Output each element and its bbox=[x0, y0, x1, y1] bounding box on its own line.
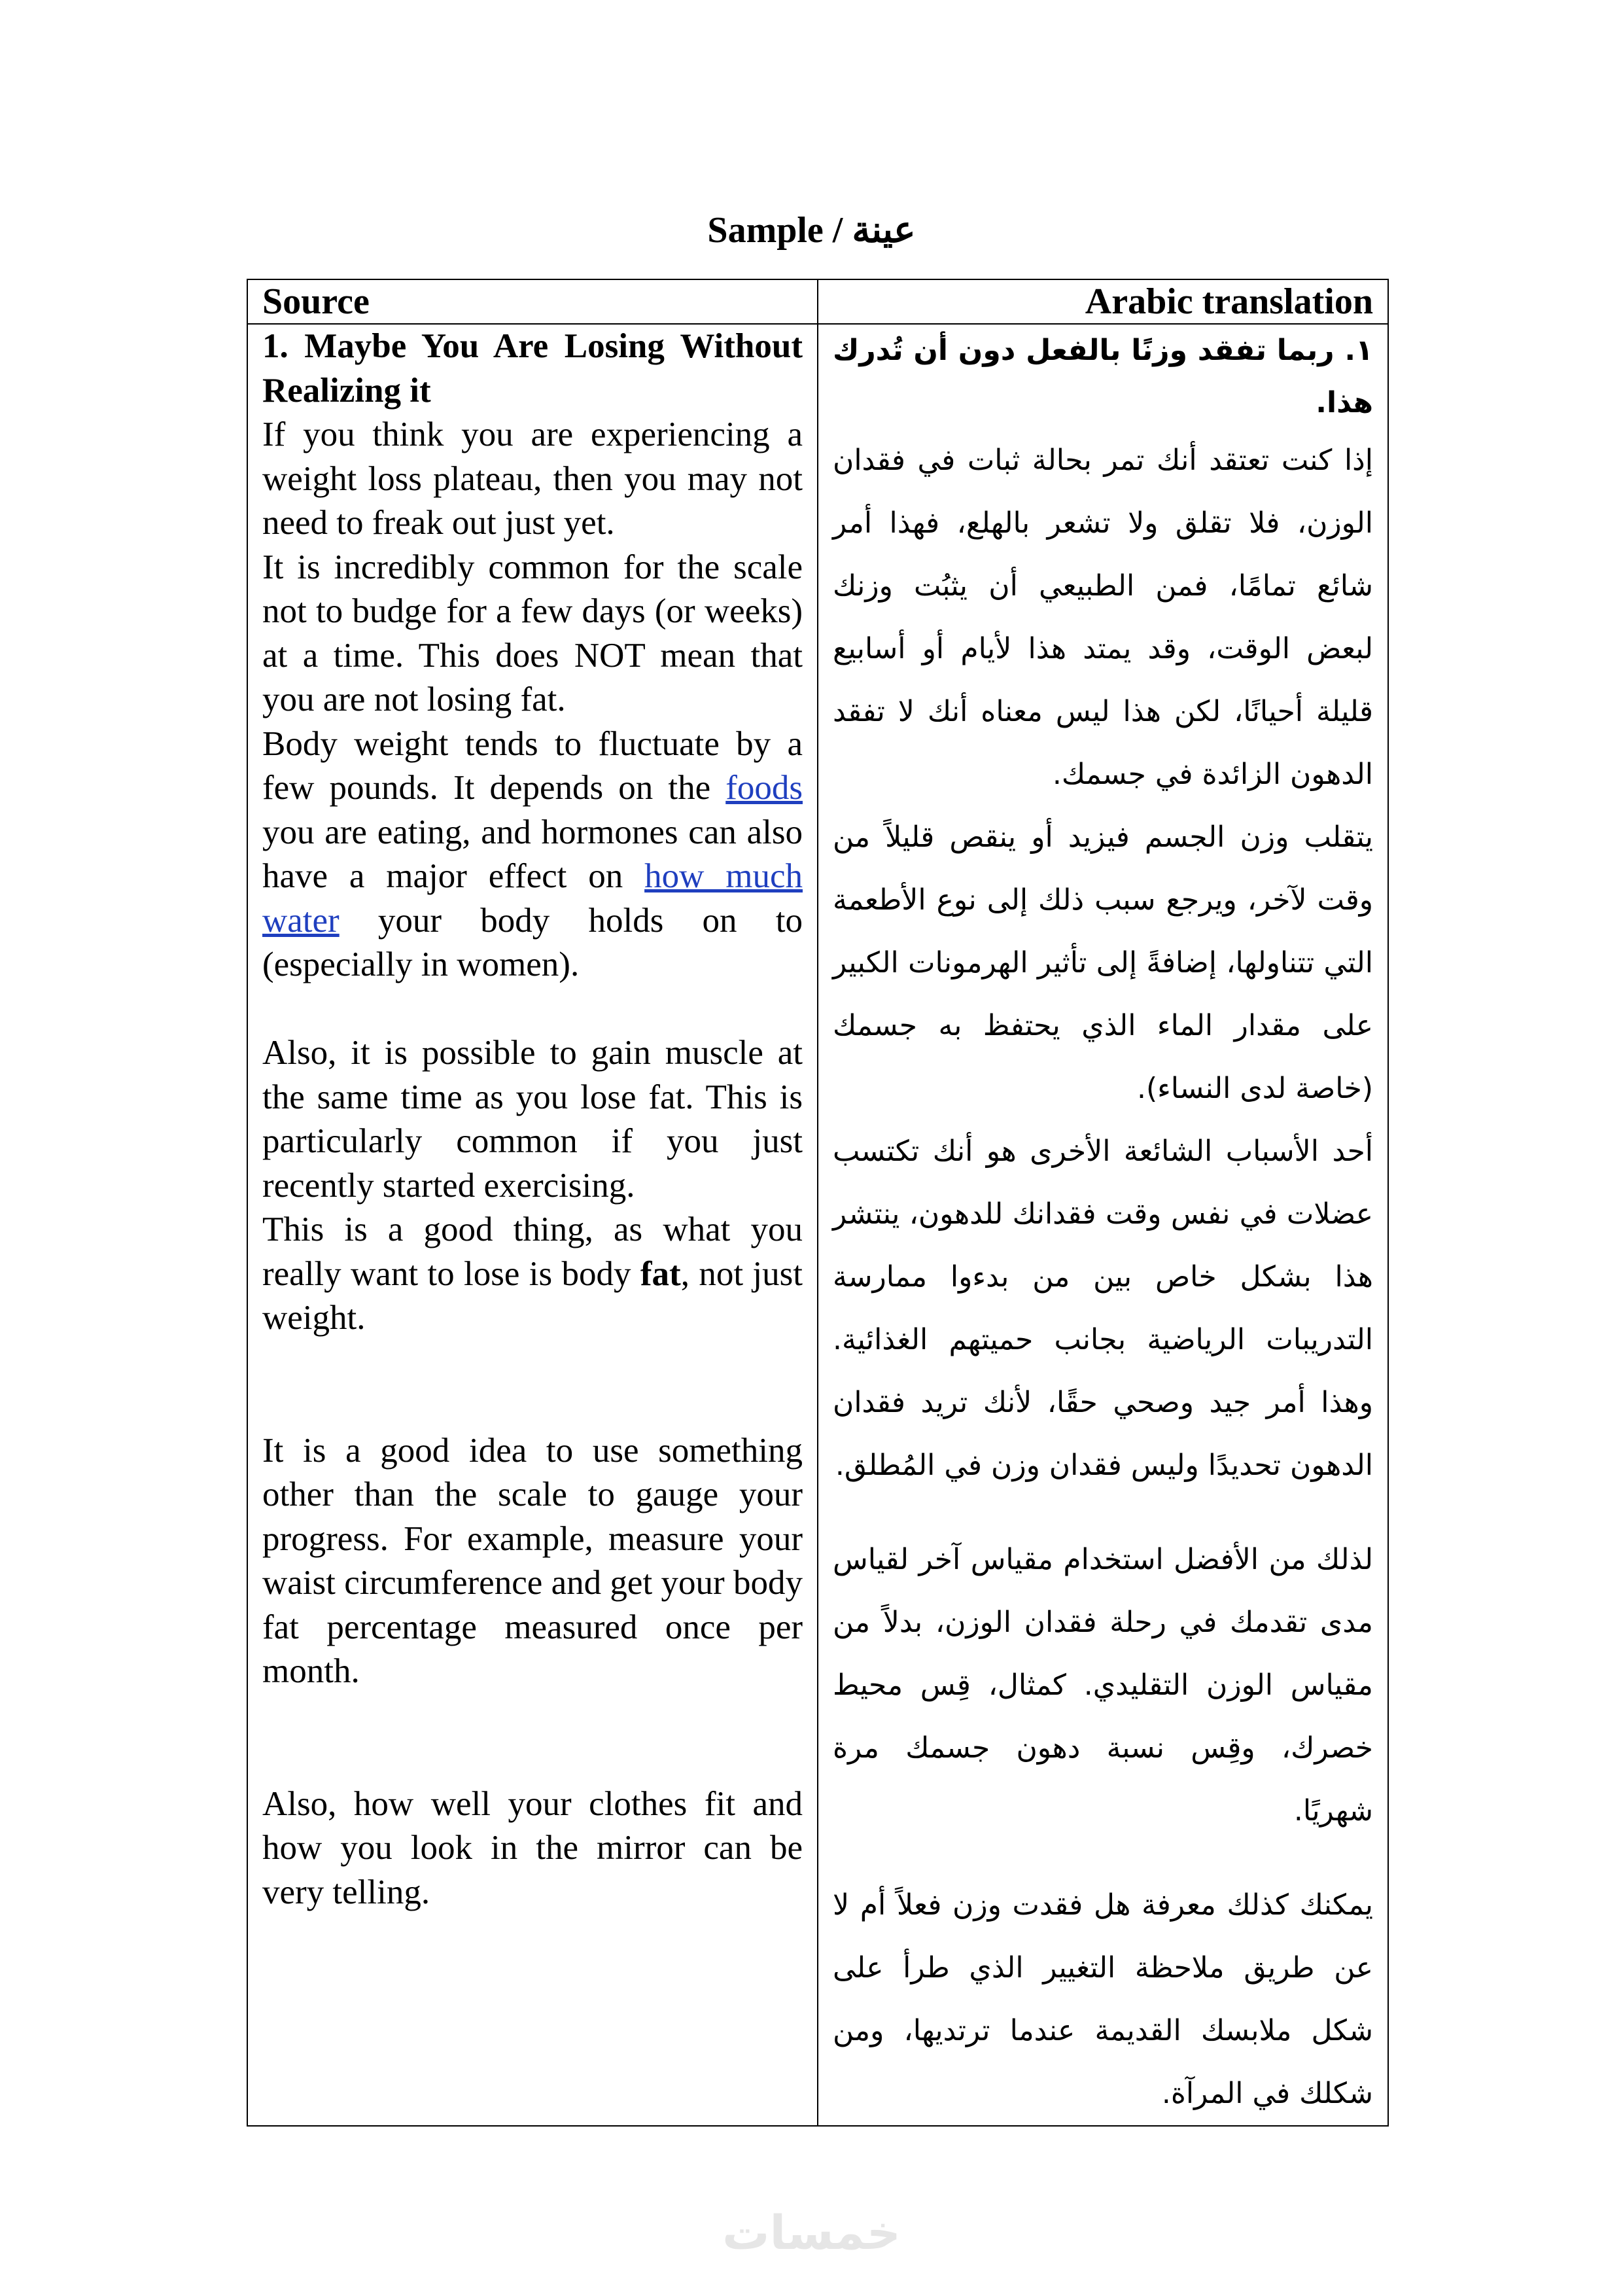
source-paragraph-4: Also, it is possible to gain muscle at the same time as you lose fat. This is particularly common if you just recently started exercising. bbox=[262, 1034, 803, 1205]
title-ar: عينة bbox=[852, 210, 916, 251]
source-p3-text-c: your body holds on to (especially in women). bbox=[262, 901, 803, 983]
arabic-paragraph-5: يمكنك كذلك معرفة هل فقدت وزن فعلاً أم لا عن طريق ملاحظة التغيير الذي طرأ على شكل ملابسك القديمة عندما ترتديها، ومن شكلك في المرآة. bbox=[833, 1888, 1373, 2110]
source-cell bbox=[247, 324, 818, 2126]
table-header-row bbox=[247, 279, 1388, 324]
paragraph-spacer bbox=[833, 1843, 1373, 1874]
watermark-logo: خمسات bbox=[722, 2205, 901, 2260]
paragraph-spacer bbox=[262, 1694, 803, 1782]
source-paragraph-5 bbox=[262, 1208, 803, 1341]
paragraph-spacer bbox=[833, 1497, 1373, 1528]
arabic-column-header: Arabic translation bbox=[818, 279, 1388, 324]
source-p5-text-b: , not just weight. bbox=[262, 1254, 803, 1337]
source-p5-bold: fat bbox=[640, 1254, 681, 1293]
paragraph-spacer bbox=[262, 1915, 803, 1959]
document-title bbox=[0, 204, 1623, 256]
source-paragraph-3 bbox=[262, 722, 803, 987]
arabic-paragraph-1: إذا كنت تعتقد أنك تمر بحالة ثبات في فقدان الوزن، فلا تقلق ولا تشعر بالهلع، فهذا أمر شائع تمامًا، فمن الطبيعي أن يثبُت وزنك لبعض الوقت، وقد يمتد هذا لأيام أو أسابيع قليلة أحيانًا، لكن هذا ليس معناه أنك لا تفقد الدهون الزائدة في جسمك. bbox=[833, 444, 1373, 791]
title-separator: / bbox=[823, 210, 852, 251]
source-paragraph-2: It is incredibly common for the scale not to budge for a few days (or weeks) at a time. This does NOT mean that you are not losing fat. bbox=[262, 548, 803, 718]
foods-link[interactable]: foods bbox=[725, 769, 803, 807]
source-p5-text-a: This is a good thing, as what you really want to lose is body bbox=[262, 1210, 803, 1293]
source-paragraph-7: Also, how well your clothes fit and how you look in the mirror can be very telling. bbox=[262, 1784, 803, 1911]
arabic-cell bbox=[818, 324, 1388, 2126]
paragraph-spacer bbox=[262, 987, 803, 1032]
source-heading: 1. Maybe You Are Losing Without Realizing it bbox=[262, 327, 803, 410]
table-row bbox=[247, 324, 1388, 2126]
source-column-header: Source bbox=[247, 279, 818, 324]
arabic-paragraph-2: يتقلب وزن الجسم فيزيد أو ينقص قليلاً من وقت لآخر، ويرجع سبب ذلك إلى نوع الأطعمة التي تتناولها، إضافةً إلى تأثير الهرمونات الكبير على مقدار الماء الذي يحتفظ به جسمك (خاصة لدى النساء). bbox=[833, 821, 1373, 1105]
source-paragraph-1: If you think you are experiencing a weight loss plateau, then you may not need to freak out just yet. bbox=[262, 415, 803, 542]
arabic-paragraph-4: لذلك من الأفضل استخدام مقياس آخر لقياس مدى تقدمك في رحلة فقدان الوزن، بدلاً من مقياس الوزن التقليدي. كمثال، قِس محيط خصرك، وقِس نسبة دهون جسمك مرة شهريًا. bbox=[833, 1543, 1373, 1828]
source-p3-text-a: Body weight tends to fluctuate by a few pounds. It depends on the bbox=[262, 724, 803, 807]
source-p3-text-b: you are eating, and hormones can also have a major effect on bbox=[262, 813, 803, 895]
arabic-heading: ١. ربما تفقد وزنًا بالفعل دون أن تُدرك هذا. bbox=[833, 334, 1373, 419]
arabic-paragraph-3: أحد الأسباب الشائعة الأخرى هو أنك تكتسب عضلات في نفس وقت فقدانك للدهون، ينتشر هذا بشكل خاص بين من بدءوا ممارسة التدريبات الرياضية بجانب حميتهم الغذائية. وهذا أمر جيد وصحي حقًا، لأنك تريد فقدان الدهون تحديدًا وليس فقدان وزن في المُطلق. bbox=[833, 1135, 1373, 1482]
translation-table bbox=[247, 279, 1389, 2127]
how-much-water-link[interactable]: how much water bbox=[262, 857, 803, 940]
paragraph-spacer bbox=[262, 1341, 803, 1429]
title-en: Sample bbox=[707, 210, 824, 251]
source-paragraph-6: It is a good idea to use something other than the scale to gauge your progress. For example, measure your waist circumference and get your body fat percentage measured once per month. bbox=[262, 1431, 803, 1690]
